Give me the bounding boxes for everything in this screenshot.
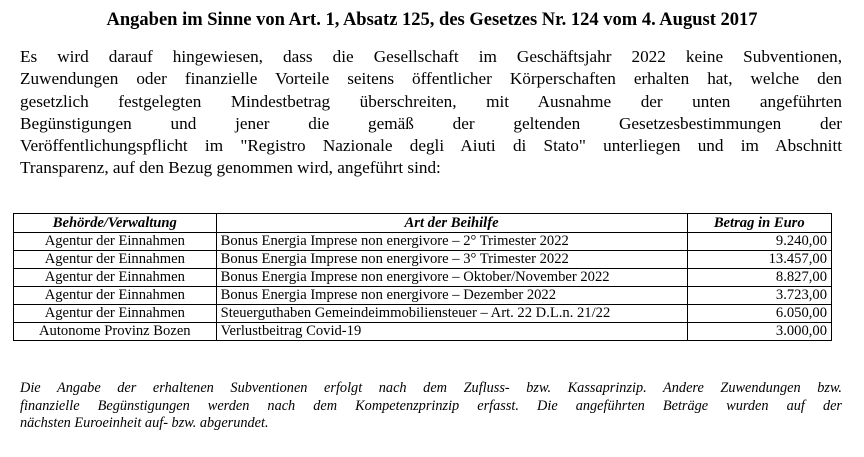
cell-aid-type: Bonus Energia Imprese non energivore – Dezember 2022 [216,287,687,305]
table-row [14,233,832,251]
cell-aid-type: Verlustbeitrag Covid-19 [216,323,687,341]
intro-line: Es wird darauf hingewiesen, dass die Gesellschaft im Geschäftsjahr 2022 keine Subventionen, [20,47,842,66]
cell-aid-type: Bonus Energia Imprese non energivore – 3° Trimester 2022 [216,251,687,269]
footnote-line: finanzielle Begünstigungen werden nach dem Kompetenzprinzip erfasst. Die angeführten Beträge wurden auf der [20,397,842,414]
table-row [14,323,832,341]
cell-authority: Autonome Provinz Bozen [14,323,217,341]
cell-authority: Agentur der Einnahmen [14,287,217,305]
footnote-line: nächsten Euroeinheit auf- bzw. abgerundet. [20,415,269,432]
header-aid-type: Art der Beihilfe [216,214,687,233]
cell-authority: Agentur der Einnahmen [14,305,217,323]
intro-line: Veröffentlichungspflicht im "Registro Nazionale degli Aiuti di Stato" unterliegen und im Abschnitt [20,136,842,156]
footnote-line: Die Angabe der erhaltenen Subventionen erfolgt nach dem Zufluss- bzw. Kassaprinzip. Andere Zuwendungen bzw. [20,380,842,396]
cell-amount: 3.000,00 [687,323,831,341]
intro-line: Zuwendungen oder finanzielle Vorteile seitens öffentlicher Körperschaften erhalten hat, welche den [20,69,842,89]
cell-aid-type: Bonus Energia Imprese non energivore – Oktober/November 2022 [216,269,687,287]
cell-amount: 13.457,00 [687,251,831,269]
table-row [14,251,832,269]
table-row [14,269,832,287]
aid-table [13,213,832,341]
cell-authority: Agentur der Einnahmen [14,233,217,251]
header-authority: Behörde/Verwaltung [14,214,217,233]
cell-amount: 6.050,00 [687,305,831,323]
cell-aid-type: Bonus Energia Imprese non energivore – 2° Trimester 2022 [216,233,687,251]
cell-authority: Agentur der Einnahmen [14,269,217,287]
cell-amount: 9.240,00 [687,233,831,251]
intro-line: Transparenz, auf den Bezug genommen wird, angeführt sind: [20,158,441,178]
cell-amount: 3.723,00 [687,287,831,305]
table-header-row [14,214,832,233]
footnote [20,380,842,433]
cell-aid-type: Steuerguthaben Gemeindeimmobiliensteuer – Art. 22 D.L.n. 21/22 [216,305,687,323]
cell-amount: 8.827,00 [687,269,831,287]
intro-paragraph [20,46,842,180]
intro-line: gesetzlich festgelegten Mindestbetrag überschreiten, mit Ausnahme der unten angeführten [20,91,842,111]
document-title: Angaben im Sinne von Art. 1, Absatz 125, des Gesetzes Nr. 124 vom 4. August 2017 [106,10,758,30]
intro-line: Begünstigungen und jener die gemäß der geltenden Gesetzesbestimmungen der [20,113,842,133]
cell-authority: Agentur der Einnahmen [14,251,217,269]
table-row [14,305,832,323]
table-row [14,287,832,305]
header-amount: Betrag in Euro [687,214,831,233]
